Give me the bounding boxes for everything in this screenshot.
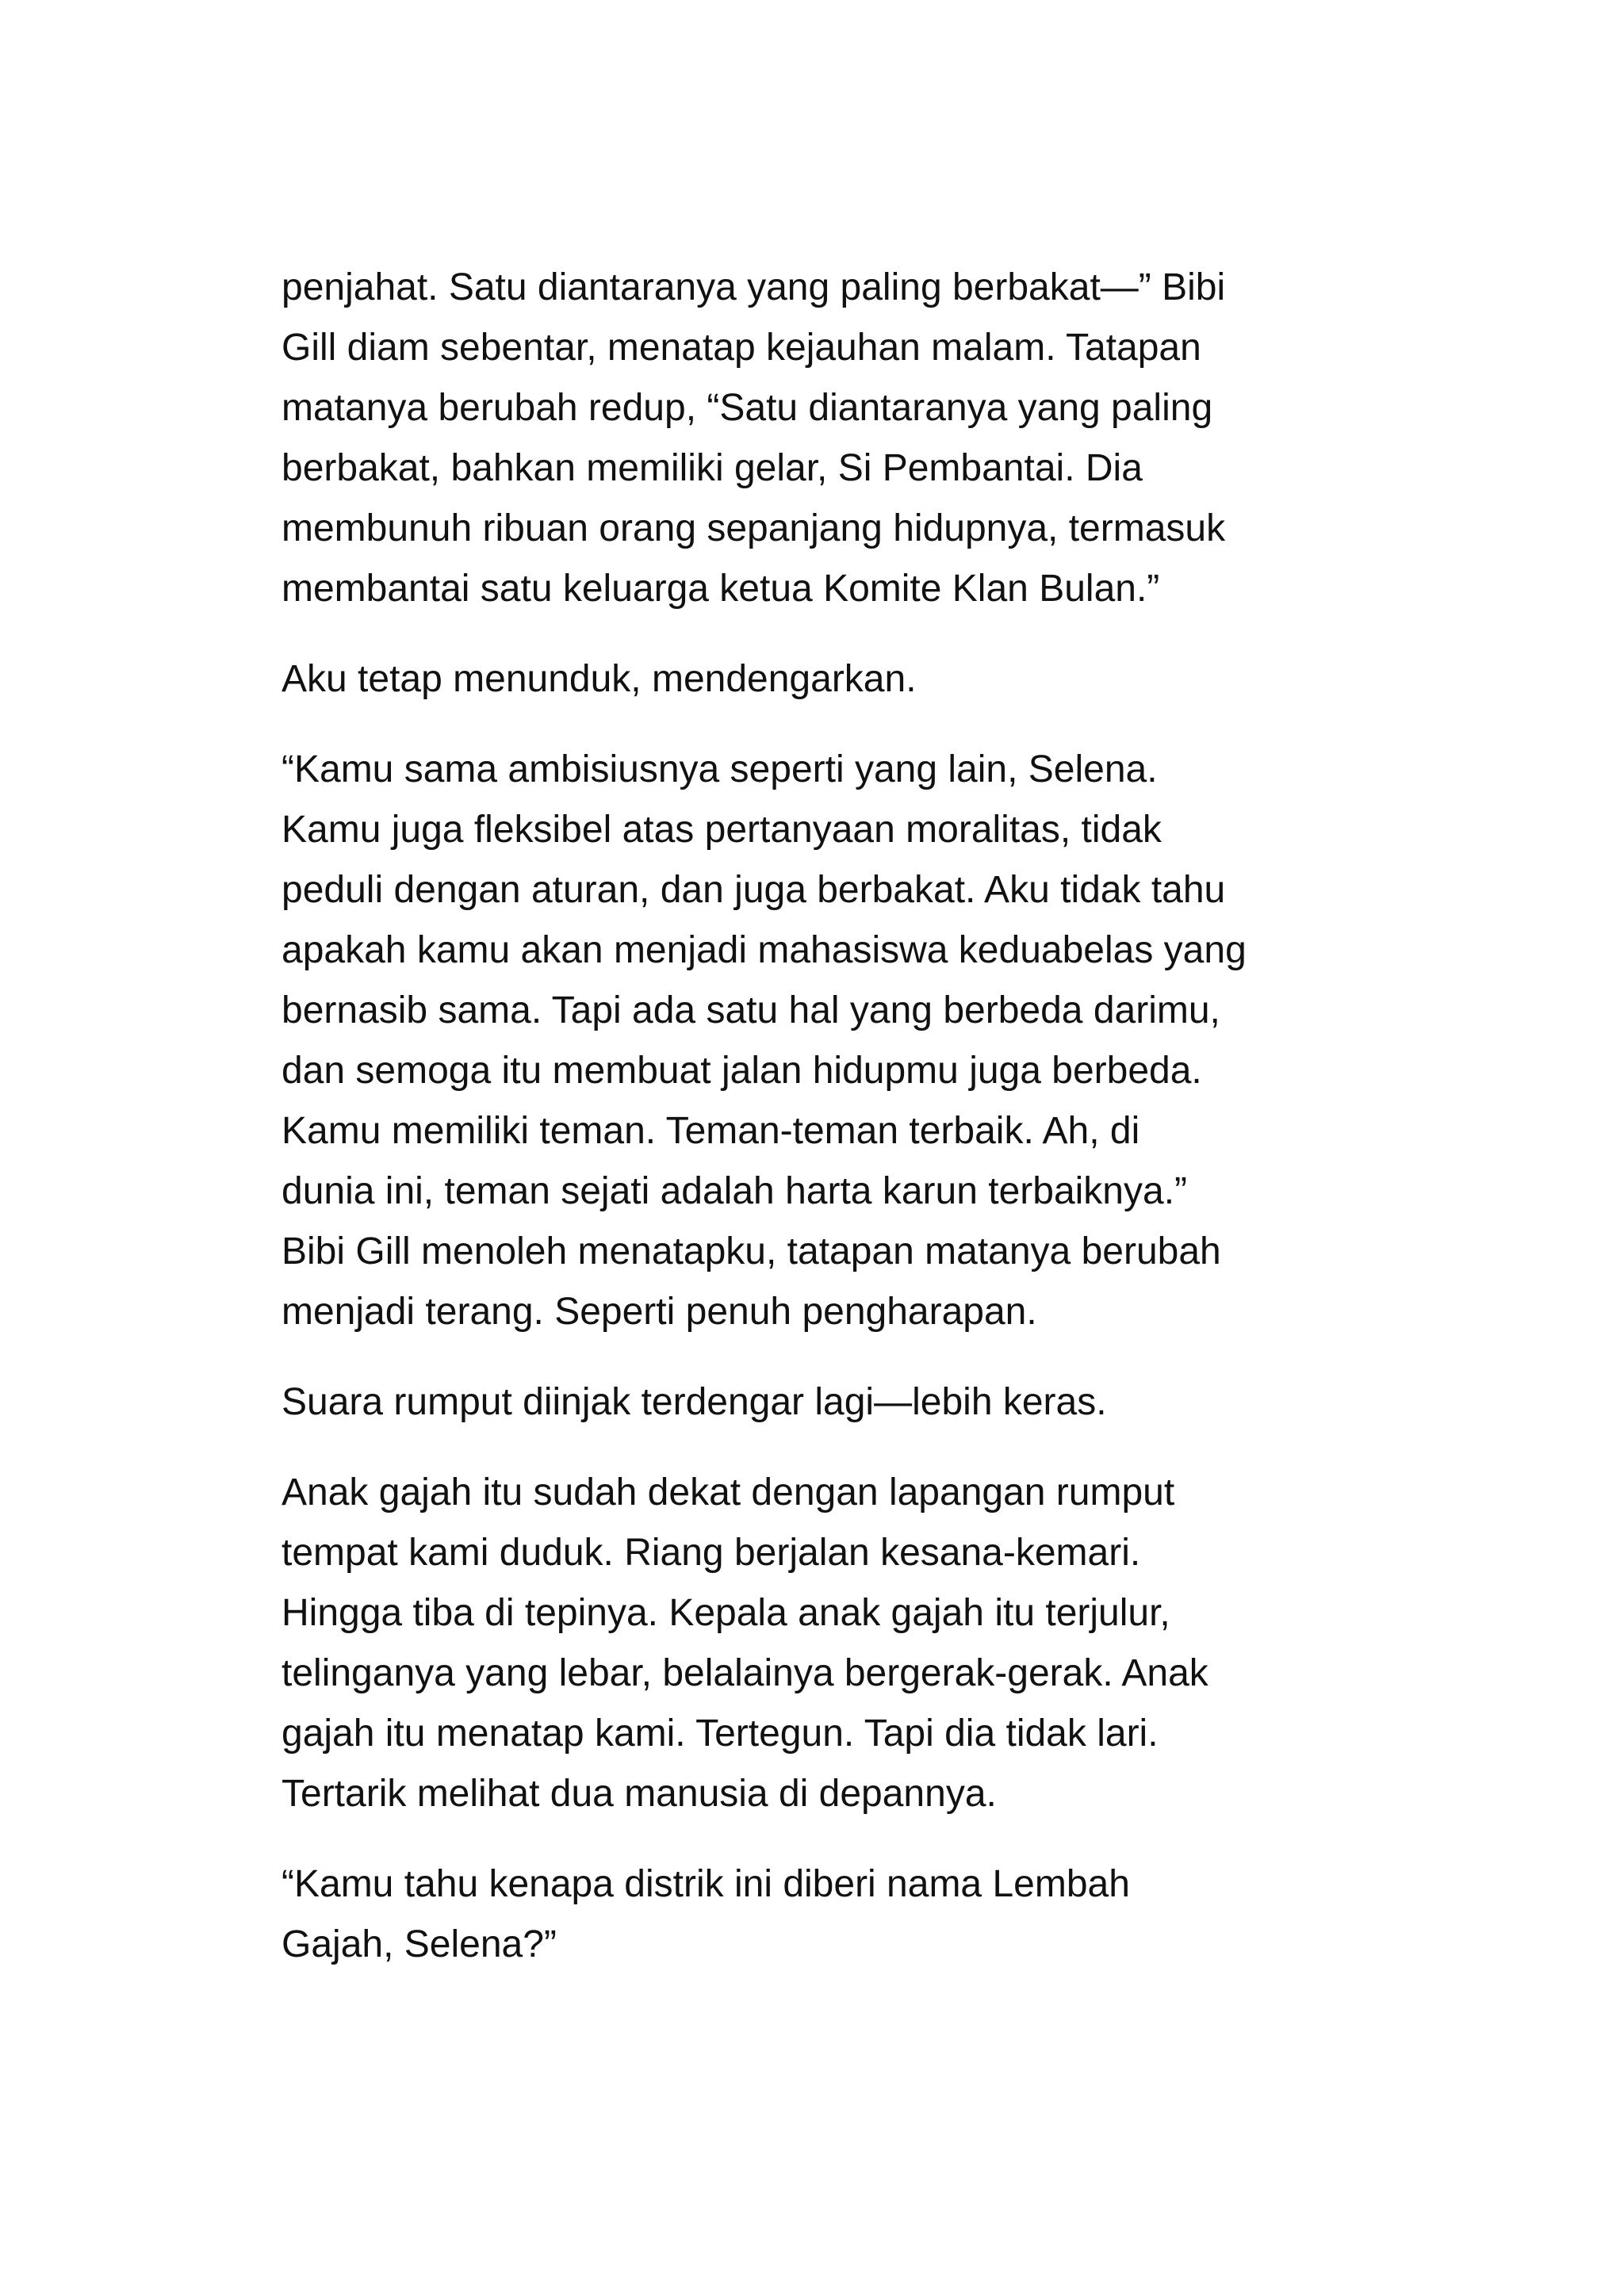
text-line: tempat kami duduk. Riang berjalan kesana-kemari. (282, 1532, 1141, 1574)
text-line: bernasib sama. Tapi ada satu hal yang berbeda darimu, (282, 989, 1220, 1031)
paragraph (282, 1372, 1360, 1433)
text-line: menjadi terang. Seperti penuh pengharapan. (282, 1291, 1037, 1333)
text-line: Gill diam sebentar, menatap kejauhan malam. Tatapan (282, 327, 1201, 369)
text-line: dunia ini, teman sejati adalah harta karun terbaiknya.” (282, 1170, 1188, 1212)
paragraph (282, 740, 1360, 1342)
text-line: Hingga tiba di tepinya. Kepala anak gajah itu terjulur, (282, 1592, 1170, 1634)
text-line: apakah kamu akan menjadi mahasiswa keduabelas yang (282, 929, 1247, 971)
paragraph (282, 1463, 1360, 1824)
paragraph (282, 258, 1360, 619)
text-line: dan semoga itu membuat jalan hidupmu juga berbeda. (282, 1050, 1202, 1092)
text-line: membantai satu keluarga ketua Komite Klan Bulan.” (282, 568, 1160, 610)
text-line: gajah itu menatap kami. Tertegun. Tapi dia tidak lari. (282, 1712, 1159, 1755)
text-line: Kamu juga fleksibel atas pertanyaan moralitas, tidak (282, 809, 1162, 851)
text-line: berbakat, bahkan memiliki gelar, Si Pembantai. Dia (282, 447, 1143, 489)
text-line: Anak gajah itu sudah dekat dengan lapangan rumput (282, 1471, 1175, 1513)
text-line: Aku tetap menunduk, mendengarkan. (282, 658, 917, 700)
text-line: Bibi Gill menoleh menatapku, tatapan matanya berubah (282, 1230, 1221, 1272)
text-line: “Kamu sama ambisiusnya seperti yang lain, Selena. (282, 748, 1158, 790)
text-line: matanya berubah redup, “Satu diantaranya yang paling (282, 387, 1213, 429)
text-line: penjahat. Satu diantaranya yang paling berbakat—” Bibi (282, 266, 1226, 308)
text-line: telinganya yang lebar, belalainya bergerak-gerak. Anak (282, 1652, 1208, 1694)
text-line: “Kamu tahu kenapa distrik ini diberi nama Lembah (282, 1863, 1130, 1905)
text-line: Suara rumput diinjak terdengar lagi—lebih keras. (282, 1381, 1107, 1423)
text-line: Tertarik melihat dua manusia di depannya. (282, 1773, 997, 1815)
text-line: peduli dengan aturan, dan juga berbakat. Aku tidak tahu (282, 869, 1226, 911)
paragraph (282, 1854, 1360, 1975)
text-line: Kamu memiliki teman. Teman-teman terbaik. Ah, di (282, 1110, 1140, 1152)
body-text (282, 258, 1360, 2005)
text-line: Gajah, Selena?” (282, 1923, 557, 1965)
text-line: membunuh ribuan orang sepanjang hidupnya, termasuk (282, 507, 1226, 549)
paragraph (282, 649, 1360, 710)
